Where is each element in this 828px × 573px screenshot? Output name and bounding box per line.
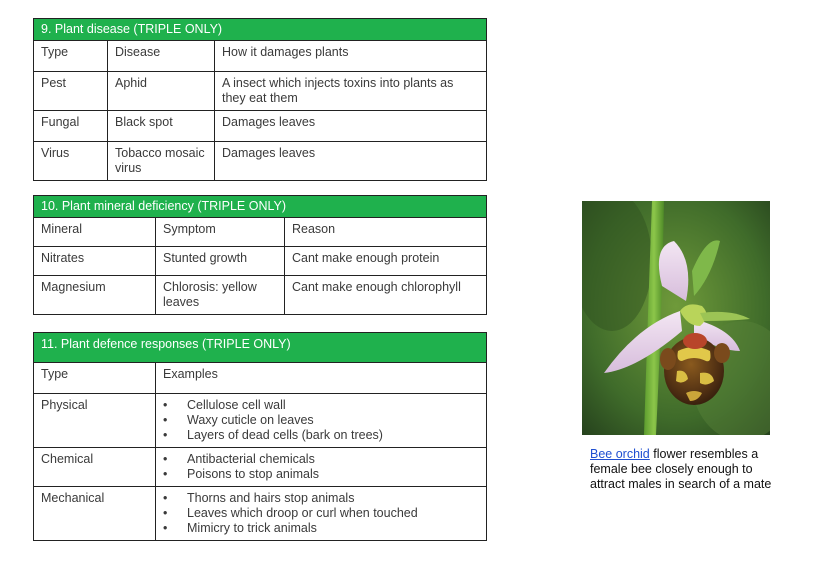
column-header: Disease xyxy=(108,41,215,72)
example-list xyxy=(163,452,479,482)
plant-disease-title: 9. Plant disease (TRIPLE ONLY) xyxy=(34,19,487,41)
column-header: Type xyxy=(34,41,108,72)
table-cell: Fungal xyxy=(34,111,108,142)
table-row xyxy=(34,363,487,394)
bee-orchid-link[interactable]: Bee orchid xyxy=(590,447,650,461)
table-cell: Pest xyxy=(34,72,108,111)
table-row xyxy=(34,142,487,181)
table-cell xyxy=(156,487,487,541)
table-row xyxy=(34,218,487,247)
list-item: • Layers of dead cells (bark on trees) xyxy=(187,428,479,443)
table-cell: Tobacco mosaic virus xyxy=(108,142,215,181)
table-cell: Virus xyxy=(34,142,108,181)
list-item: • Thorns and hairs stop animals xyxy=(187,491,479,506)
table-cell: Chlorosis: yellow leaves xyxy=(156,276,285,315)
table-row xyxy=(34,448,487,487)
list-item: • Antibacterial chemicals xyxy=(187,452,479,467)
list-item: • Poisons to stop animals xyxy=(187,467,479,482)
plant-mineral-deficiency-table xyxy=(33,195,487,315)
table-row xyxy=(34,41,487,72)
table-cell xyxy=(156,394,487,448)
table-cell: Nitrates xyxy=(34,247,156,276)
table-row xyxy=(34,487,487,541)
table-cell: A insect which injects toxins into plants as they eat them xyxy=(215,72,487,111)
column-header: Reason xyxy=(285,218,487,247)
table-cell: Stunted growth xyxy=(156,247,285,276)
plant-defence-table xyxy=(33,332,487,541)
table-row xyxy=(34,276,487,315)
table-row xyxy=(34,247,487,276)
table-cell: Magnesium xyxy=(34,276,156,315)
table-cell: Aphid xyxy=(108,72,215,111)
list-item: • Mimicry to trick animals xyxy=(187,521,479,536)
bee-orchid-photo xyxy=(582,201,770,435)
table-cell: Chemical xyxy=(34,448,156,487)
table-cell xyxy=(156,448,487,487)
table-cell: Damages leaves xyxy=(215,111,487,142)
table-row xyxy=(34,111,487,142)
column-header: Type xyxy=(34,363,156,394)
table-row xyxy=(34,72,487,111)
example-list xyxy=(163,398,479,443)
list-item: • Cellulose cell wall xyxy=(187,398,479,413)
column-header: Examples xyxy=(156,363,487,394)
table-cell: Mechanical xyxy=(34,487,156,541)
table-cell: Physical xyxy=(34,394,156,448)
photo-caption xyxy=(590,447,780,492)
table-row xyxy=(34,394,487,448)
table-cell: Damages leaves xyxy=(215,142,487,181)
list-item: • Waxy cuticle on leaves xyxy=(187,413,479,428)
caption-text: flower resembles a female bee closely enough to attract males in search of a mate xyxy=(590,447,772,491)
column-header: Mineral xyxy=(34,218,156,247)
plant-disease-table xyxy=(33,18,487,181)
table-cell: Cant make enough protein xyxy=(285,247,487,276)
column-header: How it damages plants xyxy=(215,41,487,72)
list-item: • Leaves which droop or curl when touched xyxy=(187,506,479,521)
column-header: Symptom xyxy=(156,218,285,247)
plant-mineral-title: 10. Plant mineral deficiency (TRIPLE ONLY) xyxy=(34,196,487,218)
table-cell: Cant make enough chlorophyll xyxy=(285,276,487,315)
table-cell: Black spot xyxy=(108,111,215,142)
plant-defence-title: 11. Plant defence responses (TRIPLE ONLY) xyxy=(34,333,487,363)
example-list xyxy=(163,491,479,536)
